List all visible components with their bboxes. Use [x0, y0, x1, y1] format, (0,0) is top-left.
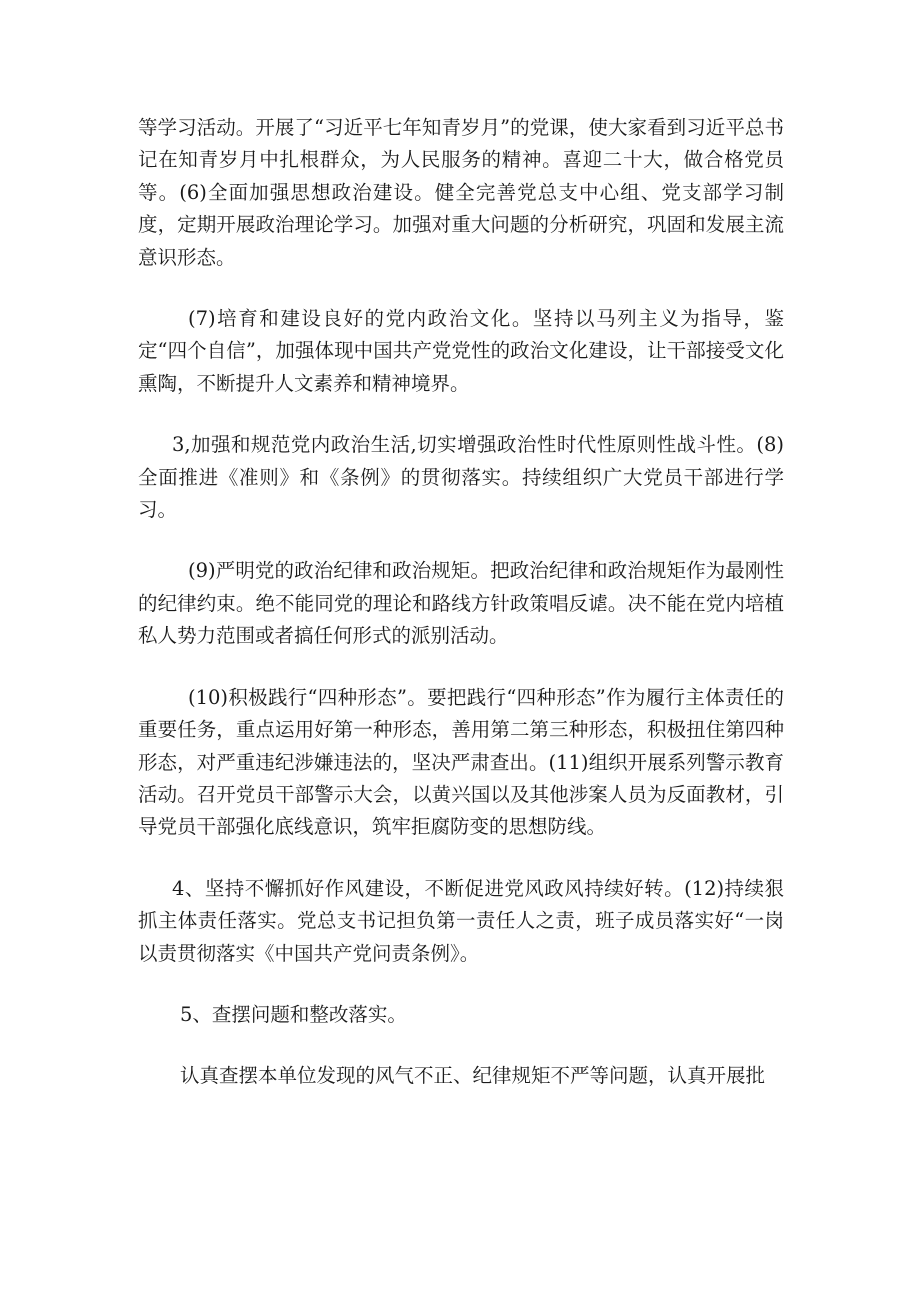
document-body — [138, 112, 784, 1093]
paragraph-problem-review: 认真查摆本单位发现的风气不正、纪律规矩不严等问题，认真开展批 — [180, 1064, 766, 1088]
paragraph-political-life: 3,加强和规范党内政治生活,切实增强政治性时代性原则性战斗性。(8)全面推进《准则》和《条例》的贯彻落实。持续组织广大党员干部进行学习。 — [138, 433, 784, 522]
paragraph-political-culture: (7)培育和建设良好的党内政治文化。坚持以马列主义为指导，鉴定“四个自信”，加强体现中国共产党党性的政治文化建设，让干部接受文化熏陶，不断提升人文素养和精神境界。 — [138, 307, 784, 395]
paragraph-political-discipline: (9)严明党的政治纪律和政治规矩。把政治纪律和政治规矩作为最刚性的纪律约束。绝不能同党的理论和路线方针政策唱反谑。决不能在党内培植私人势力范围或者搞任何形式的派别活动。 — [138, 559, 784, 648]
paragraph-four-forms: (10)积极践行“四种形态”。要把践行“四种形态”作为履行主体责任的重要任务，重点运用好第一种形态，善用第二第三种形态，积极扭住第四种形态，对严重违纪涉嫌违法的，坚决严肃查出。(11)组织开展系列警示教育活动。召开党员干部警示大会，以黄兴国以及其他涉案人员为反面教材，引导党员干部强化底线意识，筑牢拒腐防变的思想防线。 — [138, 685, 784, 839]
paragraph-work-style: 4、坚持不懈抓好作风建设，不断促进党风政风持续好转。(12)持续狠抓主体责任落实。党总支书记担负第一责任人之责，班子成员落实好“一岗以责贯彻落实《中国共产党问责条例》。 — [138, 876, 784, 965]
paragraph-study-activities: 等学习活动。开展了“习近平七年知青岁月”的党课，使大家看到习近平总书记在知青岁月中扎根群众，为人民服务的精神。喜迎二十大，做合格党员等。(6)全面加强思想政治建设。健全完善党总支中心组、党支部学习制度，定期开展政治理论学习。加强对重大问题的分析研究，巩固和发展主流意识形态。 — [138, 116, 784, 269]
paragraph-section-heading: 5、查摆问题和整改落实。 — [180, 1002, 407, 1026]
